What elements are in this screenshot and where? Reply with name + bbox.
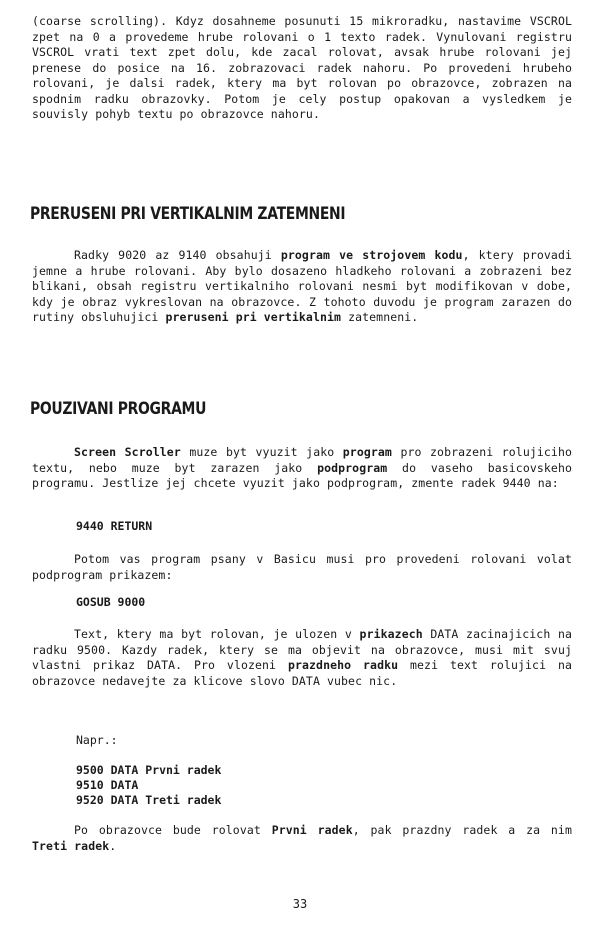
- paragraph-data: [32, 627, 572, 689]
- text-run: DATA zacinajicich na radku 9500. Kazdy radek, ktery se ma objevit na obrazovce, musi mit svuj vlastni prikaz DATA. Pro vlozeni: [32, 627, 572, 672]
- text-run: , pak prazdny radek a za nim: [352, 823, 572, 837]
- bold-term: prazdneho radku: [287, 658, 399, 672]
- example-label: Napr.:: [76, 733, 118, 747]
- example-code-line: 9520 DATA Treti radek: [76, 793, 222, 807]
- example-code-line: 9500 DATA Prvni radek: [76, 763, 222, 777]
- bold-term: Prvni radek: [271, 823, 353, 837]
- section-heading-usage: POUZIVANI PROGRAMU: [30, 399, 207, 419]
- section-heading-interrupt: PRERUSENI PRI VERTIKALNIM ZATEMNENI: [30, 204, 346, 224]
- text-run: Po obrazovce bude rolovat: [74, 823, 272, 837]
- text-run: Radky 9020 az 9140 obsahuji: [74, 248, 281, 262]
- paragraph-interrupt: [32, 248, 572, 326]
- paragraph-result: [32, 823, 572, 854]
- bold-term: Screen Scroller: [74, 445, 181, 459]
- text-run: pro zobrazeni rolujiciho textu, nebo muze byt zarazen jako: [32, 445, 572, 475]
- bold-term: program ve strojovem kodu: [280, 248, 463, 262]
- text-run: do vaseho basicovskeho programu. Jestlize jej chcete vyuzit jako podprogram, zmente radek 9440 na:: [32, 460, 572, 490]
- page-number: 33: [292, 897, 308, 911]
- text-run: , ktery provadi jemne a hrube rolovani. Aby bylo dosazeno hladkeho rolovani a zobrazeni bez blikani, obsah registru vertikalniho rolovani nesmi byt modifikovan v dobe, kdy je obraz vykreslovan na obrazovce. Z tohoto duvodu je program zarazen do rutiny obsluhujici: [32, 248, 572, 324]
- example-code-block: [76, 763, 221, 808]
- text-run: zatemneni.: [341, 310, 419, 324]
- code-line-gosub: GOSUB 9000: [76, 595, 146, 609]
- bold-term: podprogram: [317, 460, 388, 475]
- text-run: .: [109, 838, 117, 853]
- paragraph-usage: [32, 445, 572, 492]
- paragraph-coarse-scrolling: (coarse scrolling). Kdyz dosahneme posunuti 15 mikroradku, nastavime VSCROL zpet na 0 a provedeme hrube rolovani o 1 texto radek. Vynulovani registru VSCROL vrati text zpet dolu, kde zacal rolovat, avsak hrube rolovani jej prenese do posice na 16. zobrazovaci radek nahoru. Po provedeni hrubeho rolovani, je dalsi radek, ktery ma byt rolovan po obrazovce, zobrazen na spodnim radku obrazovky. Potom je cely postup opakovan a vysledkem je souvisly pohyb textu po obrazovce nahoru.: [32, 14, 572, 121]
- paragraph-gosub: Potom vas program psany v Basicu musi pro provedeni rolovani volat podprogram prikazem:: [32, 552, 572, 582]
- example-code-line: 9510 DATA: [76, 778, 139, 792]
- text-run: mezi text rolujici na obrazovce nedavejte za klicove slovo DATA vubec nic.: [32, 658, 572, 688]
- bold-term: Treti radek: [32, 838, 110, 853]
- bold-term: prikazech: [359, 627, 423, 641]
- bold-term: preruseni pri vertikalnim: [165, 310, 342, 324]
- text-run: Text, ktery ma byt rolovan, je ulozen v: [74, 627, 360, 641]
- bold-term: program: [342, 445, 392, 459]
- text-run: muze byt vyuzit jako: [180, 445, 343, 459]
- code-line-return: 9440 RETURN: [76, 519, 153, 533]
